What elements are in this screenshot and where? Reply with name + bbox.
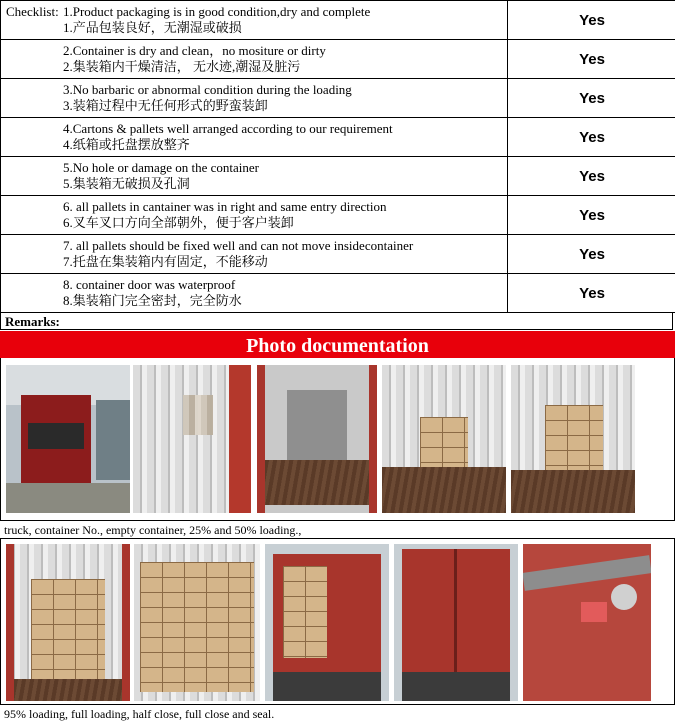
checklist-item: [1, 196, 508, 235]
photo-50-percent-loading: [511, 365, 635, 513]
checklist-item-status: Yes: [508, 196, 675, 235]
checklist-row: [1, 79, 675, 118]
photo-row-2: [0, 538, 675, 705]
checklist-item-chinese: 5.集装箱无破损及孔洞: [63, 176, 190, 191]
photo-row-1-caption: truck, container No., empty container, 25% and 50% loading.,: [4, 523, 302, 537]
checklist-item-english: 5.No hole or damage on the container: [63, 160, 260, 175]
photo-seal: [523, 544, 651, 701]
photo-row-1: [0, 358, 675, 521]
photo-truck: [6, 365, 130, 513]
checklist-row: [1, 118, 675, 157]
checklist-item: [1, 157, 508, 196]
photo-half-close: [265, 544, 389, 701]
checklist-item: [1, 79, 508, 118]
checklist-item-chinese: 3.装箱过程中无任何形式的野蛮装卸: [63, 98, 268, 113]
photo-full-close: [394, 544, 518, 701]
checklist-item-status: Yes: [508, 118, 675, 157]
checklist-row: [1, 235, 675, 274]
checklist-item-english: 1.Product packaging is in good condition,dry and complete: [63, 4, 371, 19]
checklist-row: [1, 40, 675, 79]
checklist-item-chinese: 2.集装箱内干燥清洁， 无水迹,潮湿及脏污: [63, 59, 301, 74]
checklist-item-status: Yes: [508, 1, 675, 40]
checklist-item: [1, 40, 508, 79]
checklist-table: [0, 0, 675, 313]
checklist-item-status: Yes: [508, 274, 675, 313]
checklist-item-status: Yes: [508, 79, 675, 118]
checklist-row: [1, 157, 675, 196]
checklist-item-chinese: 8.集装箱门完全密封，完全防水: [63, 293, 242, 308]
photo-25-percent-loading: [382, 365, 506, 513]
photo-row-2-caption: 95% loading, full loading, half close, full close and seal.: [4, 707, 275, 721]
checklist-item: [1, 274, 508, 313]
checklist-item: [1, 1, 508, 40]
checklist-item-chinese: 4.纸箱或托盘摆放整齐: [63, 137, 190, 152]
checklist-item-english: 8. container door was waterproof: [63, 277, 236, 292]
checklist-item-status: Yes: [508, 235, 675, 274]
checklist-item-english: 4.Cartons & pallets well arranged according to our requirement: [63, 121, 393, 136]
checklist-prefix: Checklist:: [6, 4, 59, 19]
photo-container-door: [133, 365, 251, 513]
checklist-item-chinese: 1.产品包装良好，无潮湿或破损: [63, 20, 242, 35]
checklist-item: [1, 235, 508, 274]
checklist-item-chinese: 7.托盘在集装箱内有固定，不能移动: [63, 254, 268, 269]
checklist-row: [1, 274, 675, 313]
photo-full-loading: [134, 544, 260, 701]
checklist-row: [1, 196, 675, 235]
photo-empty-container: [257, 365, 377, 513]
checklist-item-status: Yes: [508, 40, 675, 79]
remarks-label: Remarks:: [0, 313, 673, 330]
checklist-item-english: 7. all pallets should be fixed well and can not move insidecontainer: [63, 238, 414, 253]
checklist-item-english: 3.No barbaric or abnormal condition during the loading: [63, 82, 352, 97]
checklist-item-english: 2.Container is dry and clean，no mositure or dirty: [63, 43, 326, 58]
checklist-item: [1, 118, 508, 157]
photo-documentation-banner: Photo documentation: [0, 331, 675, 358]
checklist-row: [1, 1, 675, 40]
photo-95-percent-loading: [6, 544, 130, 701]
checklist-item-status: Yes: [508, 157, 675, 196]
checklist-item-english: 6. all pallets in cantainer was in right and same entry direction: [63, 199, 387, 214]
checklist-item-chinese: 6.叉车叉口方向全部朝外，便于客户装卸: [63, 215, 294, 230]
